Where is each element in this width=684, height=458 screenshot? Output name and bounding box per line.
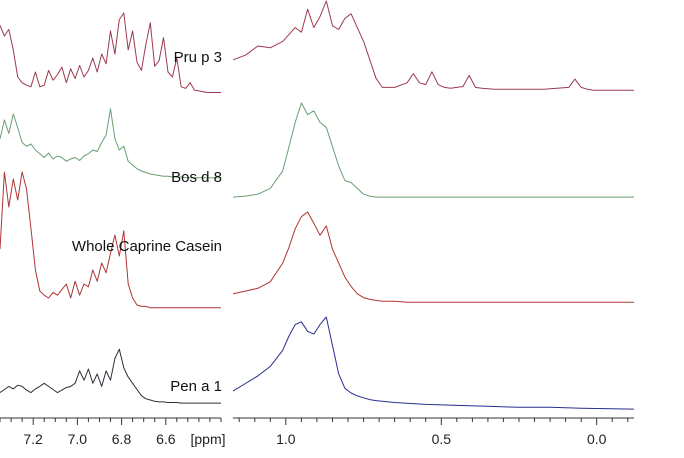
label-pru-p-3: Pru p 3 — [173, 49, 222, 66]
x-tick-label: 7.0 — [67, 431, 88, 447]
spectrum-pen-a-1-aliphatic — [233, 317, 634, 409]
aliphatic-region-panel — [233, 1, 634, 447]
x-tick-label: 6.8 — [111, 431, 132, 447]
x-tick-label: 0.0 — [586, 431, 607, 447]
x-tick-label: 6.6 — [156, 431, 176, 447]
spectrum-pru-p-3-aliphatic — [233, 1, 634, 90]
spectrum-whole-caprine-casein-aliphatic — [233, 212, 634, 302]
label-whole-caprine-casein: Whole Caprine Casein — [71, 238, 222, 255]
x-tick-label: 1.0 — [276, 431, 296, 447]
x-tick-label: 7.2 — [23, 431, 43, 447]
x-tick-label: 0.5 — [431, 431, 452, 447]
ppm-unit-label: [ppm] — [190, 431, 226, 447]
label-bos-d-8: Bos d 8 — [171, 169, 222, 186]
spectrum-bos-d-8-aliphatic — [233, 103, 634, 197]
spectrum-bos-d-8-aromatic — [0, 109, 221, 178]
label-pen-a-1: Pen a 1 — [170, 378, 222, 395]
spectrum-pen-a-1-aromatic — [0, 349, 221, 403]
